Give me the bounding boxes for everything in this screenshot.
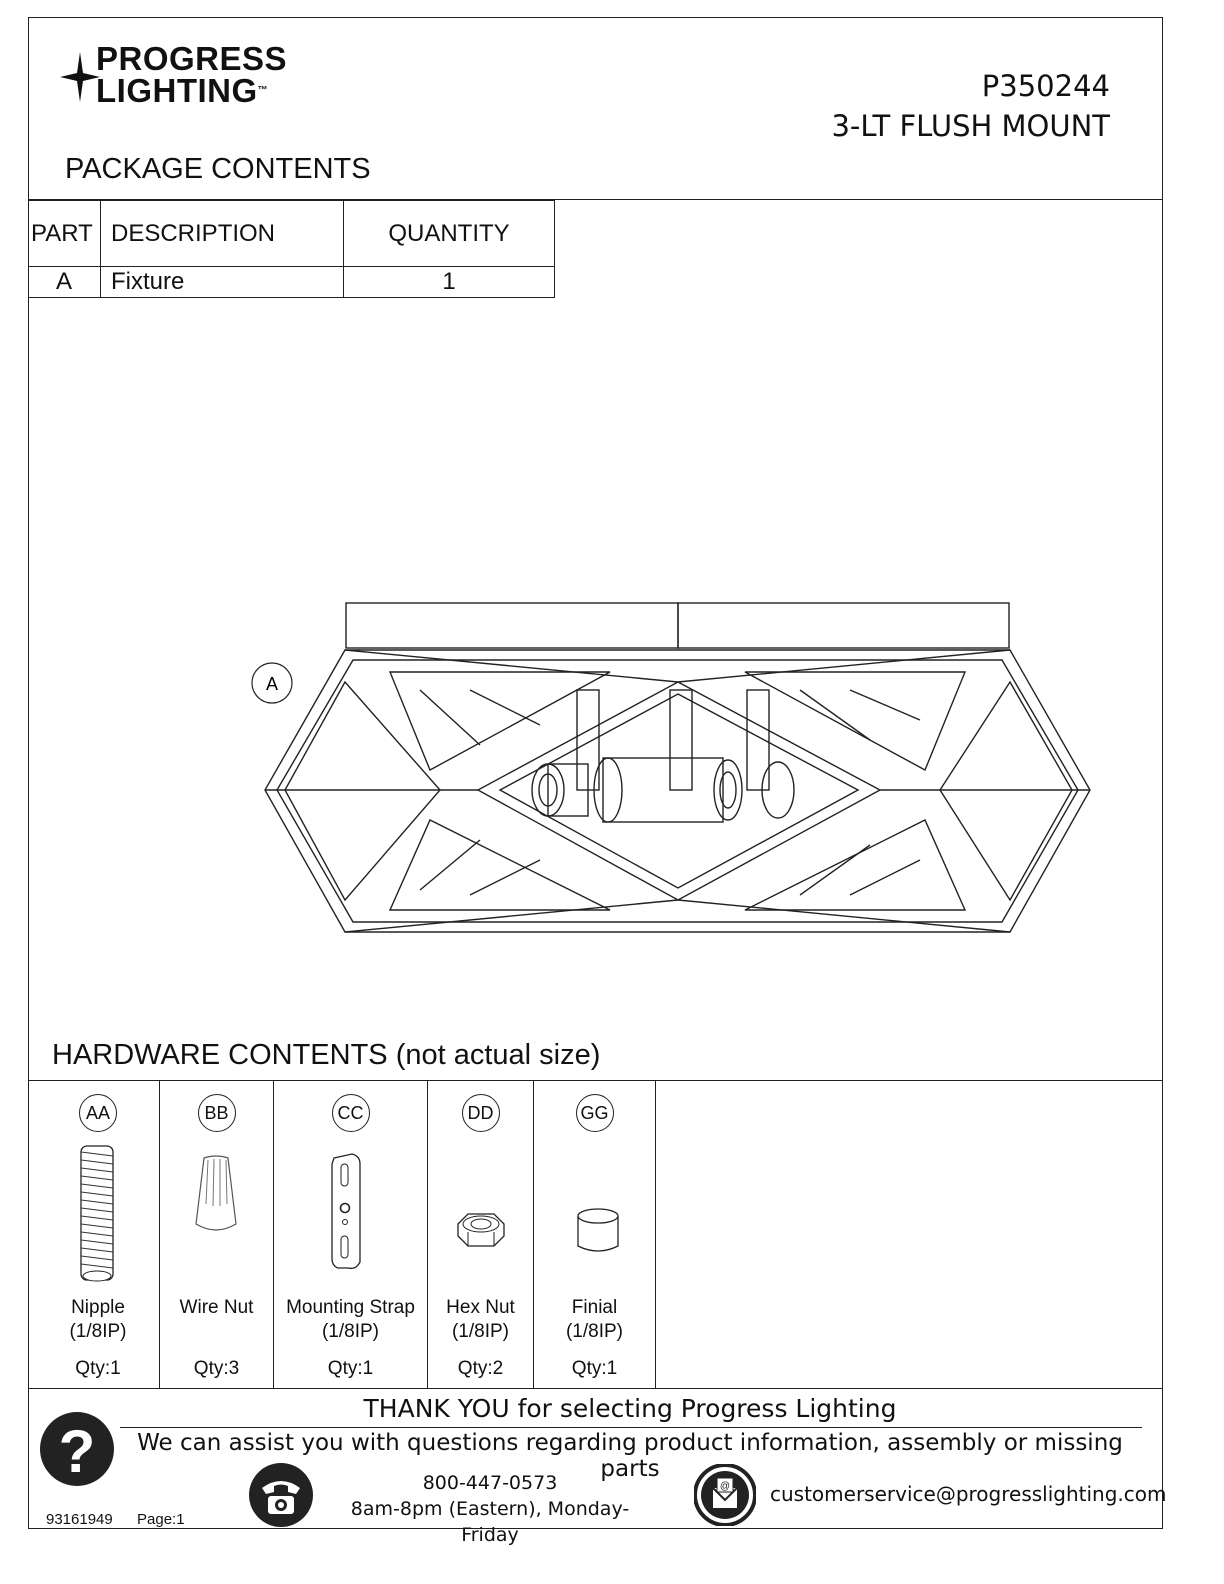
divider xyxy=(28,1080,1163,1081)
part-size: (1/8IP) xyxy=(69,1321,127,1342)
model-header xyxy=(831,66,1110,146)
finial-icon xyxy=(574,1206,622,1256)
email-address: customerservice@progresslighting.com xyxy=(770,1482,1167,1506)
phone-icon xyxy=(248,1462,314,1528)
part-badge: DD xyxy=(462,1094,500,1132)
thank-you-text: THANK YOU for selecting Progress Lighting xyxy=(363,1394,897,1423)
divider xyxy=(655,1080,656,1388)
package-table xyxy=(28,200,555,298)
part-badge: GG xyxy=(576,1094,614,1132)
part-name: Hex Nut xyxy=(446,1297,515,1318)
fixture-callout-label: A xyxy=(265,674,279,694)
divider xyxy=(28,1388,1163,1389)
cell-quantity: 1 xyxy=(344,267,555,298)
assist-text: We can assist you with questions regarding product information, assembly or missing parts xyxy=(137,1430,1123,1482)
hardware-item-bb xyxy=(160,1082,273,1388)
brand-logo xyxy=(60,42,320,112)
svg-text:@: @ xyxy=(719,1481,731,1492)
part-qty: Qty:1 xyxy=(327,1358,374,1379)
question-icon xyxy=(38,1410,116,1488)
part-badge: BB xyxy=(198,1094,236,1132)
model-number: P350244 xyxy=(981,69,1110,103)
part-badge: CC xyxy=(332,1094,370,1132)
page-number: Page:1 xyxy=(137,1511,185,1528)
phone-number: 800-447-0573 xyxy=(422,1472,558,1494)
hex-nut-icon xyxy=(452,1210,510,1252)
part-qty: Qty:3 xyxy=(193,1358,240,1379)
part-size: (1/8IP) xyxy=(565,1321,624,1342)
hardware-item-dd xyxy=(428,1082,533,1388)
hardware-item-gg xyxy=(534,1082,655,1388)
star-icon xyxy=(60,52,100,102)
brand-line2: LIGHTING™ xyxy=(96,72,269,109)
package-title: PACKAGE CONTENTS xyxy=(65,153,371,185)
part-name: Finial xyxy=(571,1297,618,1318)
part-name: Nipple xyxy=(71,1297,125,1318)
email-icon xyxy=(694,1464,756,1526)
part-size: (1/8IP) xyxy=(451,1321,510,1342)
part-name: Mounting Strap xyxy=(286,1297,415,1318)
nipple-icon xyxy=(79,1142,115,1284)
phone-hours: 8am-8pm (Eastern), Monday-Friday xyxy=(350,1498,630,1546)
part-size: (1/8IP) xyxy=(321,1321,380,1342)
col-part: PART xyxy=(28,201,101,267)
table-header-row xyxy=(28,201,555,267)
table-row xyxy=(28,267,555,298)
mounting-strap-icon xyxy=(330,1152,364,1272)
part-qty: Qty:1 xyxy=(75,1358,121,1379)
part-qty: Qty:1 xyxy=(571,1358,618,1379)
doc-number: 93161949 xyxy=(46,1511,113,1528)
hardware-item-cc xyxy=(274,1082,427,1388)
col-description: DESCRIPTION xyxy=(101,201,344,267)
product-name: 3-LT FLUSH MOUNT xyxy=(831,109,1110,143)
fixture-drawing xyxy=(240,590,1100,940)
brand-line1: PROGRESS xyxy=(96,40,288,77)
part-badge: AA xyxy=(79,1094,117,1132)
svg-text:?: ? xyxy=(58,1418,96,1485)
hardware-item-aa xyxy=(38,1082,158,1388)
wire-nut-icon xyxy=(190,1154,242,1238)
part-name: Wire Nut xyxy=(179,1297,254,1318)
cell-description: Fixture xyxy=(101,267,344,298)
divider xyxy=(120,1427,1142,1428)
cell-part: A xyxy=(28,267,101,298)
hardware-title: HARDWARE CONTENTS (not actual size) xyxy=(52,1039,601,1071)
part-qty: Qty:2 xyxy=(457,1358,504,1379)
col-quantity: QUANTITY xyxy=(344,201,555,267)
